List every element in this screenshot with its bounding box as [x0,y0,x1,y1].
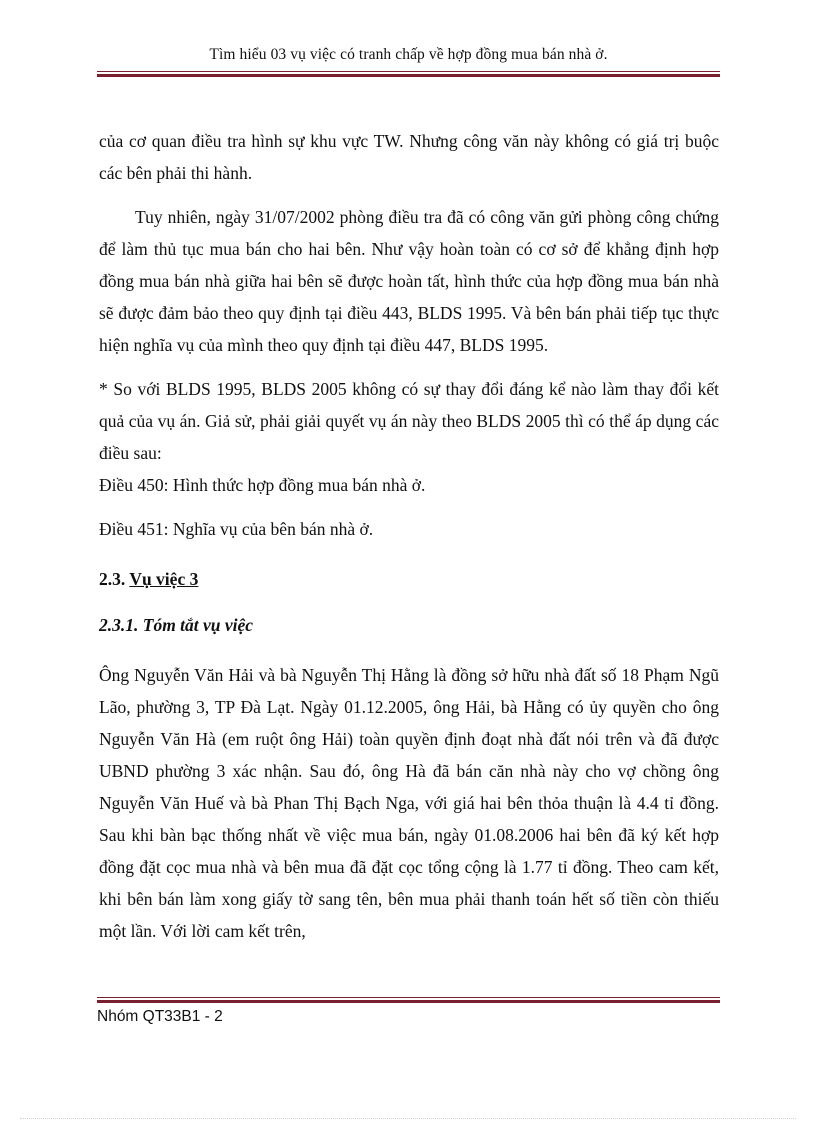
document-body [99,125,719,947]
article-450: Điều 450: Hình thức hợp đồng mua bán nhà ở. [99,475,426,495]
section-title: Vụ việc 3 [129,569,199,589]
footer-divider [97,997,720,1003]
paragraph-3: * So với BLDS 1995, BLDS 2005 không có sự thay đổi đáng kể nào làm thay đổi kết quả của vụ án. Giả sử, phải giải quyết vụ án này theo BLDS 2005 thì có thể áp dụng các điều sau: [99,379,719,463]
header-divider [97,71,720,77]
paragraph-2: Tuy nhiên, ngày 31/07/2002 phòng điều tra đã có công văn gửi phòng công chứng để làm thủ tục mua bán cho hai bên. Như vậy hoàn toàn có cơ sở để khẳng định hợp đồng mua bán nhà giữa hai bên sẽ được hoàn tất, hình thức của hợp đồng mua bán nhà sẽ được đảm bảo theo quy định tại điều 443, BLDS 1995. Và bên bán phải tiếp tục thực hiện nghĩa vụ của mình theo quy định tại điều 447, BLDS 1995. [99,207,719,355]
section-heading [99,563,719,595]
page-edge-dots [20,1118,796,1119]
subsection-heading: 2.3.1. Tóm tắt vụ việc [99,615,254,635]
paragraph-1: của cơ quan điều tra hình sự khu vực TW. Nhưng công văn này không có giá trị buộc các bên phải thi hành. [99,131,719,183]
page-header-title: Tìm hiểu 03 vụ việc có tranh chấp về hợp đồng mua bán nhà ở. [209,46,608,63]
section-number: 2.3. [99,569,126,589]
page-footer: Nhóm QT33B1 - 2 [97,1008,223,1025]
article-451: Điều 451: Nghĩa vụ của bên bán nhà ở. [99,519,374,539]
paragraph-case-summary: Ông Nguyễn Văn Hải và bà Nguyễn Thị Hằng là đồng sở hữu nhà đất số 18 Phạm Ngũ Lão, phường 3, TP Đà Lạt. Ngày 01.12.2005, ông Hải, bà Hằng có ủy quyền cho ông Nguyễn Văn Hà (em ruột ông Hải) toàn quyền định đoạt nhà đất nói trên và đã được UBND phường 3 xác nhận. Sau đó, ông Hà đã bán căn nhà này cho vợ chồng ông Nguyễn Văn Huế và bà Phan Thị Bạch Nga, với giá hai bên thỏa thuận là 4.4 tỉ đồng. Sau khi bàn bạc thống nhất về việc mua bán, ngày 01.08.2006 hai bên đã ký kết hợp đồng đặt cọc mua nhà và bên mua đã đặt cọc tổng cộng là 1.77 tỉ đồng. Theo cam kết, khi bên bán làm xong giấy tờ sang tên, bên mua phải thanh toán hết số tiền còn thiếu một lần. Với lời cam kết trên, [99,665,719,941]
